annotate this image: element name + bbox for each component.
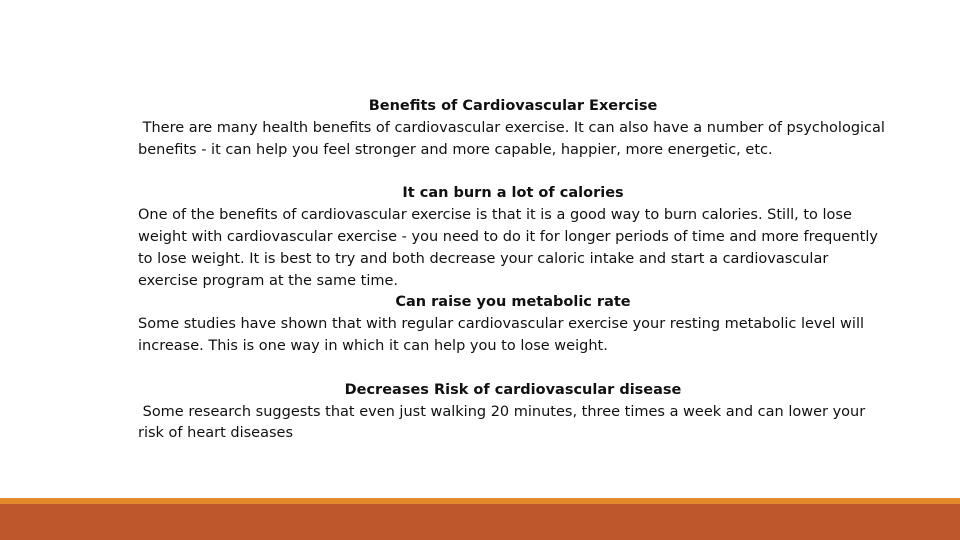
spacer <box>138 161 888 183</box>
section-body-disease: Some research suggests that even just walking 20 minutes, three times a week and can lower your risk of heart diseases <box>138 403 870 442</box>
section-body-calories: One of the benefits of cardiovascular exercise is that it is a good way to burn calories. Still, to lose weight with cardiovascular exercise - you need to do it for longer periods of time and more frequently to lose weight. It is best to try and both decrease your caloric intake and start a cardiovascular exercise program at the same time. <box>138 207 878 289</box>
footer-accent-bar <box>0 504 960 540</box>
slide-content <box>138 96 888 445</box>
section-body-benefits: There are many health benefits of cardiovascular exercise. It can also have a number of psychological benefits - it can help you feel stronger and more capable, happier, more energetic, etc. <box>138 119 890 158</box>
section-body-metabolic: Some studies have shown that with regular cardiovascular exercise your resting metabolic level will increase. This is one way in which it can help you to lose weight. <box>138 316 865 354</box>
section-heading-benefits: Benefits of Cardiovascular Exercise <box>368 98 658 114</box>
section-heading-calories: It can burn a lot of calories <box>402 185 624 202</box>
section-heading-disease: Decreases Risk of cardiovascular disease <box>344 381 682 398</box>
section-heading-metabolic: Can raise you metabolic rate <box>395 294 631 311</box>
spacer <box>138 358 888 380</box>
